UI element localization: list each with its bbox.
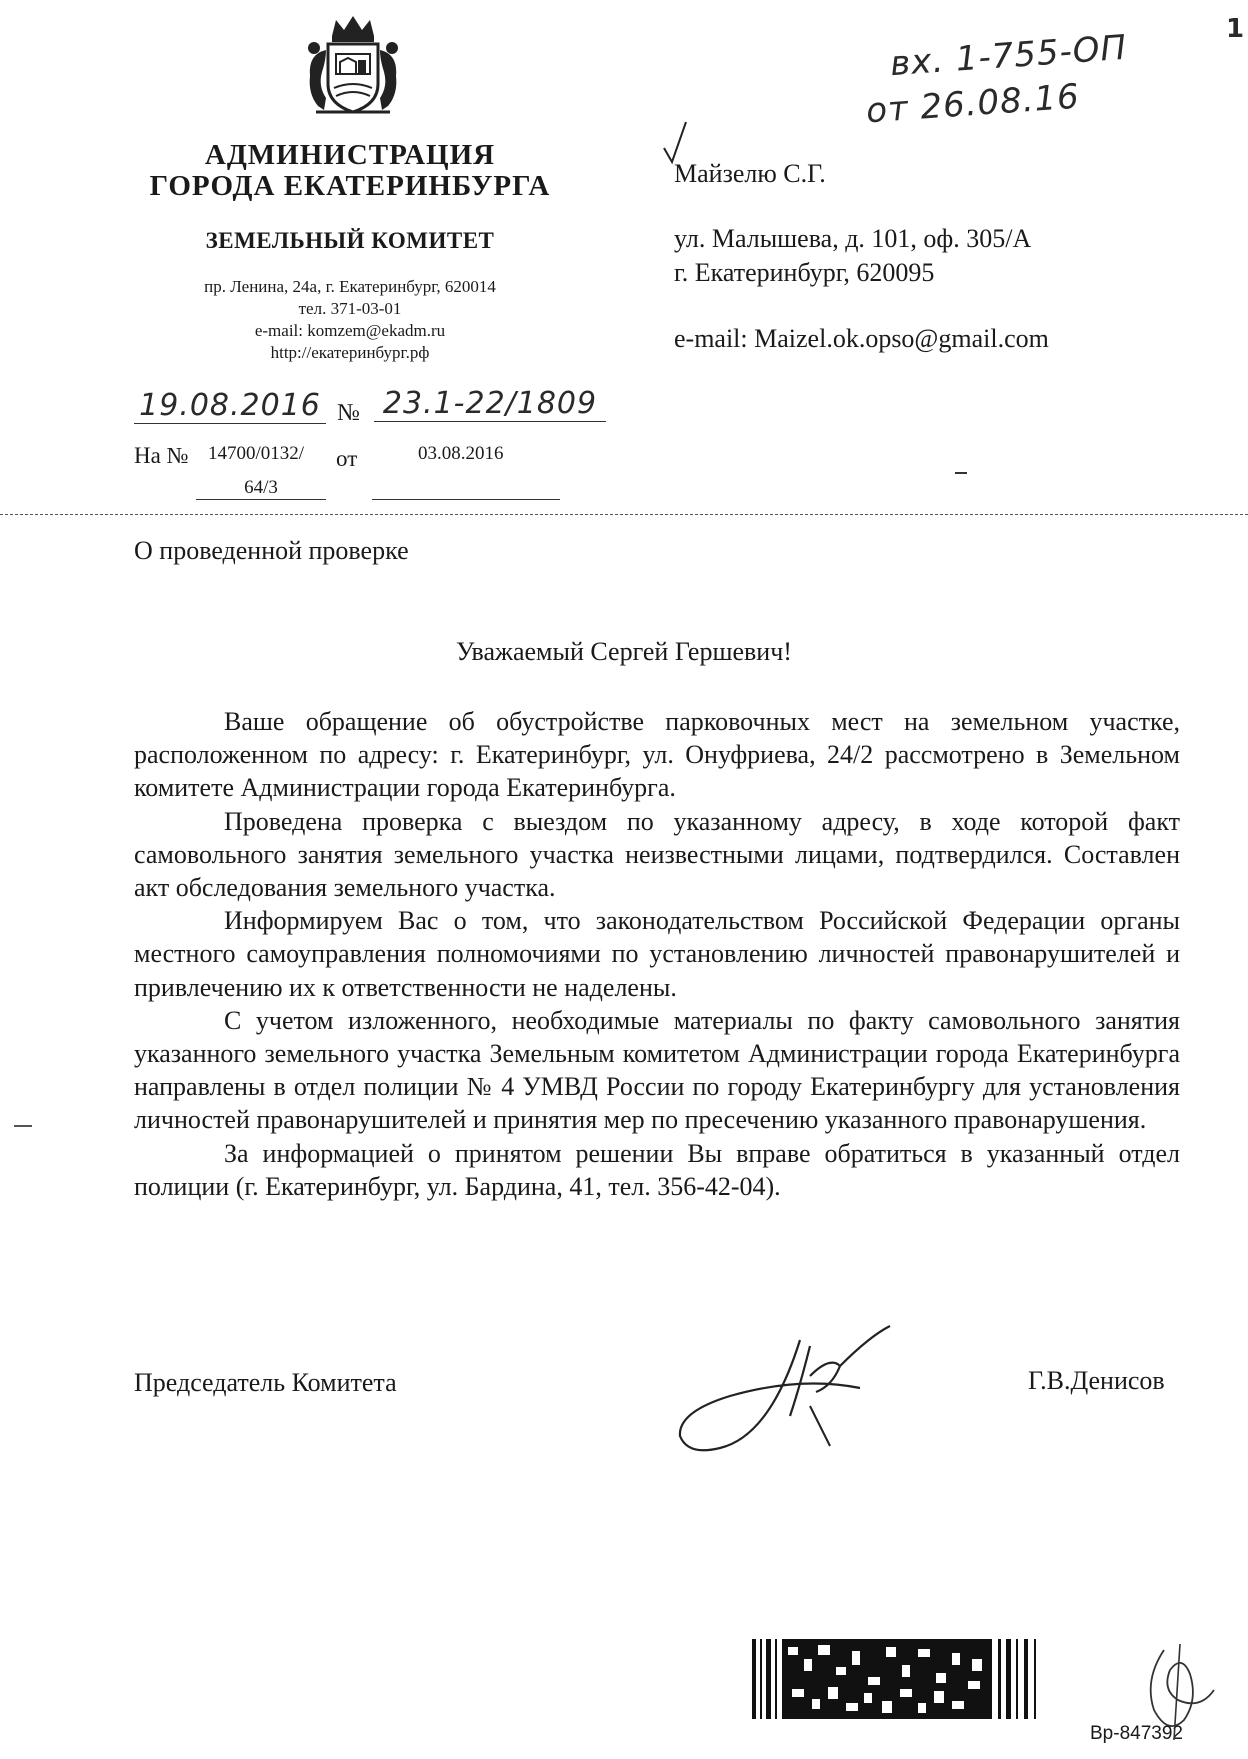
barcode-number: Вр-847392	[1090, 1723, 1183, 1744]
registration-date: 19.08.2016	[134, 388, 326, 424]
letter-body	[134, 705, 1180, 1203]
org-email: e-mail: komzem@ekadm.ru	[254, 321, 446, 340]
recipient-address-line1: ул. Малышева, д. 101, оф. 305/А	[674, 224, 1032, 253]
department-name: ЗЕМЕЛЬНЫЙ КОМИТЕТ	[205, 228, 495, 253]
salutation: Уважаемый Сергей Гершевич!	[456, 637, 792, 666]
signer-position: Председатель Комитета	[134, 1368, 397, 1397]
reply-date: 03.08.2016	[418, 443, 504, 464]
letter-subject: О проведенной проверке	[134, 536, 409, 565]
reply-to-number-line2: 64/3	[196, 477, 326, 500]
recipient-name: Майзелю С.Г.	[674, 159, 826, 188]
registration-number-sign: №	[337, 400, 360, 426]
barcode-image	[752, 1637, 1082, 1721]
body-paragraph: Ваше обращение об обустройстве парковочных мест на земельном участке, расположенном по адресу: г. Екатеринбург, ул. Онуфриева, 24/2 рассмотрено в Земельном комитете Администрации города Екатеринбурга.	[134, 707, 1180, 803]
incoming-stamp-date: от 26.08.16	[864, 76, 1081, 132]
org-name-line1: АДМИНИСТРАЦИЯ	[204, 139, 496, 171]
reply-date-underline	[372, 498, 560, 500]
incoming-stamp-number: вх. 1-755-ОП	[888, 27, 1129, 85]
reply-from-label: от	[336, 446, 358, 471]
reply-to-number-line1: 14700/0132/	[208, 443, 305, 464]
signer-name: Г.В.Денисов	[1028, 1366, 1165, 1395]
page-number: 1	[1226, 14, 1246, 44]
org-name-line2: ГОРОДА ЕКАТЕРИНБУРГА	[149, 170, 551, 202]
org-contacts	[90, 276, 610, 364]
reply-to-label: На №	[134, 443, 189, 468]
body-paragraph: За информацией о принятом решении Вы вправе обратиться в указанный отдел полиции (г. Екатеринбург, ул. Бардина, 41, тел. 356-42-04).	[134, 1138, 1180, 1201]
body-paragraph: Проведена проверка с выездом по указанному адресу, в ходе которой факт самовольного занятия земельного участка неизвестными лицами, подтвердился. Составлен акт обследования земельного участка.	[134, 806, 1180, 903]
margin-mark	[14, 1125, 32, 1127]
org-website: http://екатеринбург.рф	[270, 343, 430, 362]
coat-of-arms-emblem	[298, 14, 408, 118]
body-paragraph: С учетом изложенного, необходимые материалы по факту самовольного занятия указанного земельного участка Земельным комитетом Администрации города Екатеринбурга направлены в отдел полиции № 4 УМВД России по городу Екатеринбургу для установления личностей правонарушителей и принятия мер по пресечению указанного правонарушения.	[134, 1005, 1180, 1135]
separator-line	[0, 514, 1248, 515]
org-address: пр. Ленина, 24а, г. Екатеринбург, 620014	[204, 277, 496, 296]
recipient-email: e-mail: Maizel.ok.opso@gmail.com	[674, 324, 1049, 353]
handwritten-signature	[660, 1316, 900, 1466]
registration-number: 23.1-22/1809	[374, 386, 606, 422]
org-phone: тел. 371-03-01	[298, 299, 402, 318]
recipient-address-line2: г. Екатеринбург, 620095	[674, 258, 935, 287]
scan-mark	[955, 472, 967, 474]
handwritten-initials	[1134, 1640, 1224, 1750]
body-paragraph: Информируем Вас о том, что законодательством Российской Федерации органы местного самоуправления полномочиями по установлению личностей правонарушителей и привлечению их к ответственности не наделены.	[134, 906, 1180, 1002]
